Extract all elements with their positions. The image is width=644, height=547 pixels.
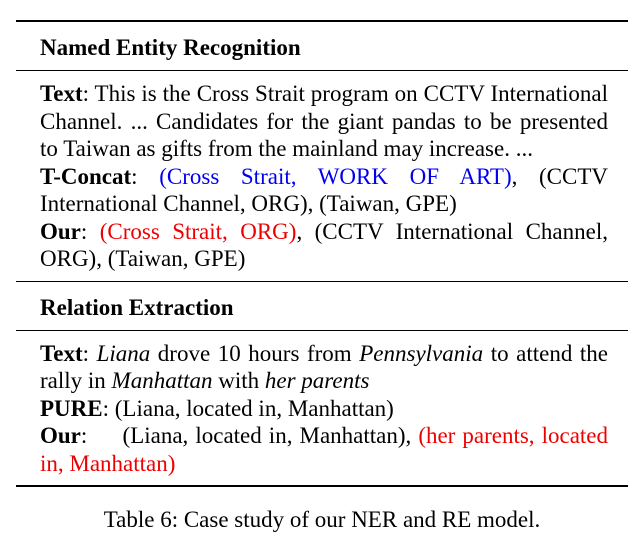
ner-our-highlight: (Cross Strait, ORG) xyxy=(99,218,297,244)
re-text-p3: with xyxy=(212,368,265,393)
table-caption: Table 6: Case study of our NER and RE model. xyxy=(103,507,541,532)
re-example-cell xyxy=(16,331,628,486)
re-text-line xyxy=(40,340,608,395)
ner-tconcat-rest: , (CCTV International Channel, ORG), (Taiwan, GPE) xyxy=(40,163,609,216)
re-our-line xyxy=(40,422,614,477)
ner-our-sep: : xyxy=(80,218,100,244)
ner-example-cell xyxy=(16,71,628,281)
ner-our-line xyxy=(40,218,608,273)
re-our-body: (Liana, located in, Manhattan), xyxy=(122,423,419,448)
re-text-colon: : xyxy=(82,340,97,366)
case-study-table xyxy=(16,20,628,487)
re-text-p2: to attend the rally in xyxy=(40,340,609,393)
ner-text-label: Text xyxy=(40,81,83,106)
re-entity-her-parents: her parents xyxy=(264,368,370,393)
ner-tconcat-highlight: (Cross Strait, WORK OF ART) xyxy=(159,163,512,189)
ner-text-line xyxy=(40,80,608,163)
re-entity-manhattan: Manhattan xyxy=(111,368,213,393)
ner-section-header: Named Entity Recognition xyxy=(40,35,301,60)
re-entity-pennsylvania: Pennsylvania xyxy=(359,340,484,366)
ner-tconcat-label: T-Concat xyxy=(40,163,132,189)
ner-tconcat-sep: : xyxy=(131,163,160,189)
ner-text-body: : This is the Cross Strait program on CCTV International Channel. ... Candidates for the giant pandas to be presented to Taiwan as gifts from the mainland may increase. ... xyxy=(40,81,608,161)
re-section-header: Relation Extraction xyxy=(40,294,234,320)
re-text-label: Text xyxy=(40,340,83,366)
re-pure-line xyxy=(40,395,608,423)
ner-tconcat-line xyxy=(40,163,608,218)
re-our-label: Our xyxy=(40,423,81,448)
re-entity-liana: Liana xyxy=(96,340,151,366)
re-pure-label: PURE xyxy=(40,395,103,421)
ner-our-rest: , (CCTV International Channel, ORG), (Taiwan, GPE) xyxy=(40,218,608,271)
re-our-sep: : xyxy=(80,423,123,448)
re-pure-body: : (Liana, located in, Manhattan) xyxy=(102,395,394,421)
bottom-rule xyxy=(16,485,628,487)
re-our-highlight: (her parents, located in, Manhattan) xyxy=(40,423,614,476)
ner-our-label: Our xyxy=(40,218,81,244)
re-text-p1: drove 10 hours from xyxy=(150,340,360,366)
